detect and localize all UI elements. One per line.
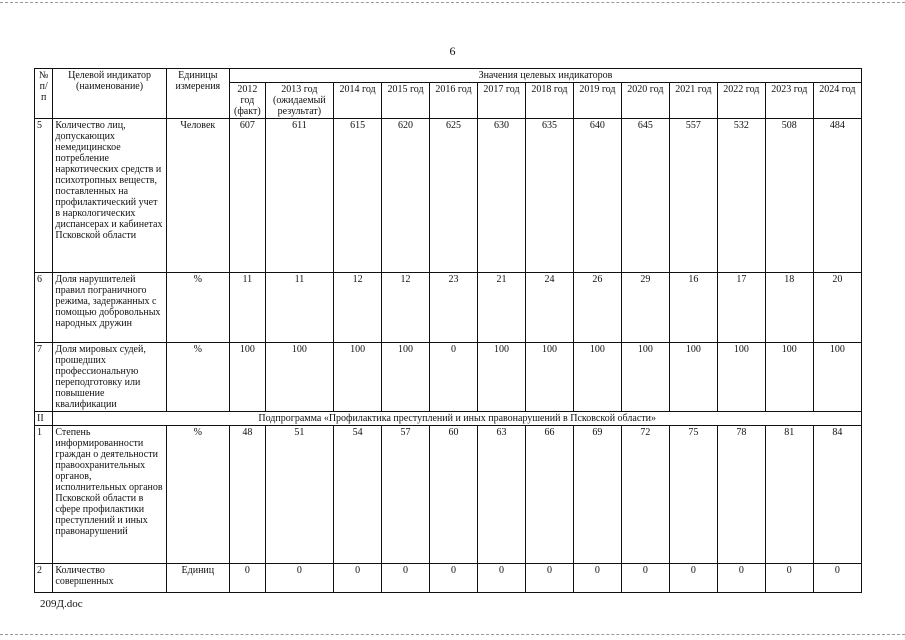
row-value: 100	[334, 343, 382, 412]
header-year: 2024 год	[813, 83, 861, 119]
row-value: 100	[621, 343, 669, 412]
row-value: 0	[717, 564, 765, 593]
row-value: 81	[765, 426, 813, 564]
row-num: 6	[35, 273, 53, 343]
table-row	[35, 119, 862, 273]
row-value: 54	[334, 426, 382, 564]
row-indicator: Количество совершенных	[53, 564, 166, 593]
row-value: 607	[229, 119, 265, 273]
row-value: 625	[430, 119, 478, 273]
row-unit: %	[166, 426, 229, 564]
row-value: 16	[669, 273, 717, 343]
row-value: 18	[765, 273, 813, 343]
header-year: 2022 год	[717, 83, 765, 119]
row-value: 0	[265, 564, 333, 593]
row-value: 484	[813, 119, 861, 273]
row-value: 100	[813, 343, 861, 412]
row-value: 615	[334, 119, 382, 273]
header-year: 2021 год	[669, 83, 717, 119]
table-body	[35, 119, 862, 593]
header-year: 2023 год	[765, 83, 813, 119]
row-unit: %	[166, 273, 229, 343]
row-indicator: Количество лиц, допускающих немедицинское потребление наркотических средств и психотропных веществ, поставленных на профилактический учет в наркологических диспансерах и кабинетах Псковской области	[53, 119, 166, 273]
row-value: 0	[813, 564, 861, 593]
row-value: 20	[813, 273, 861, 343]
row-value: 0	[382, 564, 430, 593]
header-year: 2012 год (факт)	[229, 83, 265, 119]
row-value: 0	[334, 564, 382, 593]
row-value: 75	[669, 426, 717, 564]
row-value: 0	[621, 564, 669, 593]
row-value: 23	[430, 273, 478, 343]
row-value: 100	[765, 343, 813, 412]
row-value: 51	[265, 426, 333, 564]
row-value: 69	[573, 426, 621, 564]
row-value: 11	[229, 273, 265, 343]
row-value: 21	[477, 273, 525, 343]
row-value: 100	[382, 343, 430, 412]
row-value: 66	[525, 426, 573, 564]
row-value: 11	[265, 273, 333, 343]
header-year: 2018 год	[525, 83, 573, 119]
row-value: 17	[717, 273, 765, 343]
row-value: 620	[382, 119, 430, 273]
table-row	[35, 564, 862, 593]
row-value: 78	[717, 426, 765, 564]
row-value: 100	[229, 343, 265, 412]
row-value: 611	[265, 119, 333, 273]
page-number: 6	[449, 44, 456, 58]
row-value: 0	[669, 564, 717, 593]
document-filename: 209Д.doc	[40, 598, 83, 610]
row-value: 532	[717, 119, 765, 273]
row-value: 630	[477, 119, 525, 273]
row-value: 63	[477, 426, 525, 564]
indicators-table	[34, 68, 862, 593]
header-year: 2017 год	[477, 83, 525, 119]
header-year: 2016 год	[430, 83, 478, 119]
row-value: 12	[334, 273, 382, 343]
subprogram-row	[35, 412, 862, 426]
scan-edge-top	[0, 2, 905, 3]
table-row	[35, 426, 862, 564]
row-value: 0	[765, 564, 813, 593]
row-num: 5	[35, 119, 53, 273]
row-value: 0	[229, 564, 265, 593]
row-value: 100	[573, 343, 621, 412]
header-year: 2015 год	[382, 83, 430, 119]
header-year: 2014 год	[334, 83, 382, 119]
row-value: 0	[430, 564, 478, 593]
row-unit: %	[166, 343, 229, 412]
row-unit: Единиц	[166, 564, 229, 593]
row-value: 557	[669, 119, 717, 273]
row-value: 645	[621, 119, 669, 273]
row-value: 100	[477, 343, 525, 412]
row-unit: Человек	[166, 119, 229, 273]
header-unit: Единицы измерения	[166, 69, 229, 119]
row-value: 84	[813, 426, 861, 564]
row-value: 100	[525, 343, 573, 412]
subprogram-num: II	[35, 412, 53, 426]
row-value: 0	[430, 343, 478, 412]
row-value: 0	[525, 564, 573, 593]
row-value: 60	[430, 426, 478, 564]
header-num: № п/п	[35, 69, 53, 119]
row-value: 640	[573, 119, 621, 273]
table-row	[35, 343, 862, 412]
row-value: 100	[669, 343, 717, 412]
row-value: 508	[765, 119, 813, 273]
row-value: 26	[573, 273, 621, 343]
table-row	[35, 273, 862, 343]
header-row-top	[35, 69, 862, 83]
row-value: 100	[265, 343, 333, 412]
row-num: 2	[35, 564, 53, 593]
row-value: 24	[525, 273, 573, 343]
row-value: 12	[382, 273, 430, 343]
row-indicator: Степень информированности граждан о деятельности правоохранительных органов, исполнительных органов Псковской области в сфере профилактики преступлений и иных правонарушений	[53, 426, 166, 564]
header-year: 2013 год (ожидаемый результат)	[265, 83, 333, 119]
row-value: 635	[525, 119, 573, 273]
row-indicator: Доля нарушителей правил пограничного режима, задержанных с помощью добровольных народных дружин	[53, 273, 166, 343]
header-indicator: Целевой индикатор (наименование)	[53, 69, 166, 119]
row-value: 57	[382, 426, 430, 564]
header-values-group: Значения целевых индикаторов	[229, 69, 861, 83]
row-value: 29	[621, 273, 669, 343]
row-num: 1	[35, 426, 53, 564]
row-indicator: Доля мировых судей, прошедших профессиональную переподготовку или повышение квалификации	[53, 343, 166, 412]
scan-edge-bottom	[0, 634, 905, 635]
header-year: 2020 год	[621, 83, 669, 119]
row-value: 0	[573, 564, 621, 593]
row-value: 0	[477, 564, 525, 593]
header-year: 2019 год	[573, 83, 621, 119]
row-value: 72	[621, 426, 669, 564]
subprogram-title: Подпрограмма «Профилактика преступлений и иных правонарушений в Псковской области»	[53, 412, 862, 426]
row-num: 7	[35, 343, 53, 412]
row-value: 48	[229, 426, 265, 564]
row-value: 100	[717, 343, 765, 412]
